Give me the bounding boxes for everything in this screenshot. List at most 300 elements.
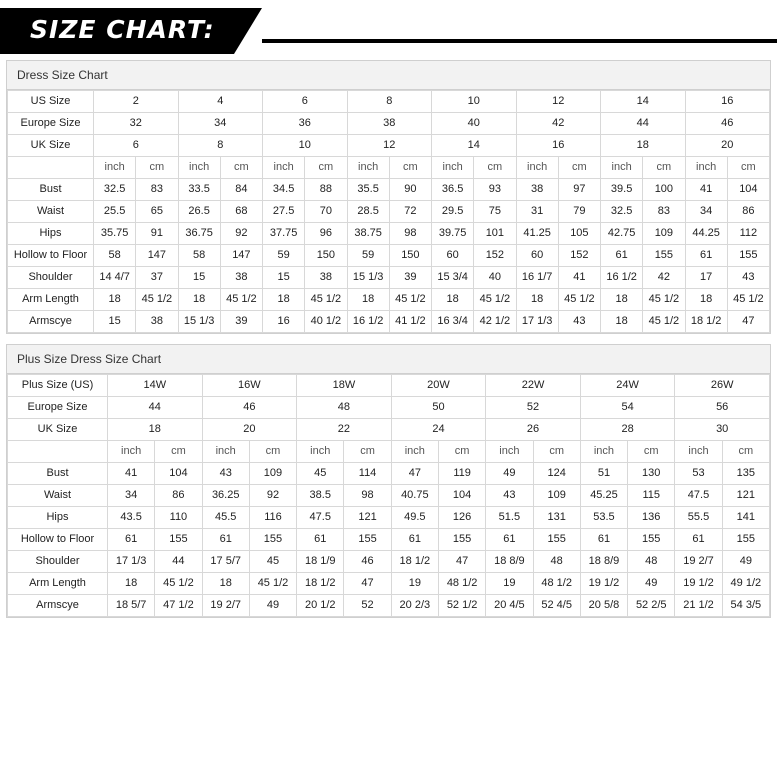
dress-unit-cell: cm	[727, 157, 769, 179]
plus-measurement-cell: 54 3/5	[722, 595, 769, 617]
plus-europe-size-cell: 52	[486, 397, 581, 419]
dress-measurement-cell: 42	[643, 267, 685, 289]
dress-measurement-cell: 100	[643, 179, 685, 201]
plus-measurement-cell: 155	[155, 529, 202, 551]
dress-measurement-cell: 34	[685, 201, 727, 223]
dress-measurement-cell: 18	[432, 289, 474, 311]
plus-measurement-cell: 44	[155, 551, 202, 573]
plus-measurement-cell: 41	[108, 463, 155, 485]
dress-unit-cell: cm	[305, 157, 347, 179]
plus-measurement-cell: 19 2/7	[202, 595, 249, 617]
plus-size-table	[7, 374, 770, 617]
dress-measurement-cell: 59	[263, 245, 305, 267]
plus-measurement-cell: 45 1/2	[155, 573, 202, 595]
plus-measurement-row	[8, 573, 770, 595]
dress-us-size-cell: 6	[263, 91, 348, 113]
plus-measurement-cell: 18 8/9	[486, 551, 533, 573]
dress-measurement-label: Arm Length	[8, 289, 94, 311]
dress-measurement-cell: 16 3/4	[432, 311, 474, 333]
dress-uk-size-label: UK Size	[8, 135, 94, 157]
dress-unit-cell: inch	[263, 157, 305, 179]
dress-measurement-cell: 43	[727, 267, 769, 289]
dress-europe-size-row	[8, 113, 770, 135]
dress-size-chart-block	[6, 60, 771, 334]
plus-measurement-cell: 18	[108, 573, 155, 595]
dress-measurement-cell: 18	[263, 289, 305, 311]
plus-measurement-cell: 21 1/2	[675, 595, 722, 617]
dress-europe-size-cell: 44	[601, 113, 686, 135]
dress-measurement-cell: 101	[474, 223, 516, 245]
plus-measurement-cell: 40.75	[391, 485, 438, 507]
dress-measurement-cell: 147	[220, 245, 262, 267]
plus-unit-row-spacer	[8, 441, 108, 463]
dress-measurement-cell: 35.5	[347, 179, 389, 201]
plus-measurement-cell: 17 5/7	[202, 551, 249, 573]
dress-measurement-cell: 45 1/2	[389, 289, 431, 311]
plus-measurement-cell: 17 1/3	[108, 551, 155, 573]
plus-measurement-cell: 19 1/2	[580, 573, 627, 595]
dress-us-size-cell: 8	[347, 91, 432, 113]
dress-uk-size-cell: 10	[263, 135, 348, 157]
dress-measurement-cell: 45 1/2	[305, 289, 347, 311]
plus-measurement-row	[8, 463, 770, 485]
plus-measurement-cell: 48	[628, 551, 675, 573]
plus-measurement-cell: 109	[533, 485, 580, 507]
plus-unit-cell: inch	[675, 441, 722, 463]
plus-measurement-cell: 52 2/5	[628, 595, 675, 617]
dress-measurement-cell: 109	[643, 223, 685, 245]
plus-europe-size-cell: 46	[202, 397, 297, 419]
dress-measurement-label: Bust	[8, 179, 94, 201]
plus-measurement-cell: 49	[486, 463, 533, 485]
plus-measurement-label: Shoulder	[8, 551, 108, 573]
plus-measurement-cell: 55.5	[675, 507, 722, 529]
dress-measurement-cell: 105	[558, 223, 600, 245]
dress-unit-cell: inch	[178, 157, 220, 179]
dress-measurement-cell: 41.25	[516, 223, 558, 245]
plus-unit-cell: cm	[344, 441, 391, 463]
dress-measurement-cell: 61	[601, 245, 643, 267]
plus-uk-size-cell: 30	[675, 419, 770, 441]
plus-us-size-cell: 26W	[675, 375, 770, 397]
dress-europe-size-cell: 36	[263, 113, 348, 135]
plus-measurement-cell: 115	[628, 485, 675, 507]
plus-measurement-cell: 47.5	[675, 485, 722, 507]
dress-us-size-cell: 16	[685, 91, 770, 113]
dress-measurement-cell: 97	[558, 179, 600, 201]
plus-measurement-label: Bust	[8, 463, 108, 485]
plus-measurement-cell: 51	[580, 463, 627, 485]
plus-measurement-cell: 135	[722, 463, 769, 485]
banner-underline	[262, 39, 777, 43]
plus-measurement-row	[8, 529, 770, 551]
dress-us-size-cell: 12	[516, 91, 601, 113]
plus-us-size-label: Plus Size (US)	[8, 375, 108, 397]
dress-uk-size-cell: 12	[347, 135, 432, 157]
dress-measurement-cell: 15	[263, 267, 305, 289]
plus-measurement-cell: 61	[202, 529, 249, 551]
dress-measurement-label: Hollow to Floor	[8, 245, 94, 267]
dress-measurement-cell: 84	[220, 179, 262, 201]
plus-us-size-cell: 16W	[202, 375, 297, 397]
dress-measurement-cell: 38	[516, 179, 558, 201]
plus-measurement-row	[8, 485, 770, 507]
plus-measurement-cell: 110	[155, 507, 202, 529]
dress-measurement-row	[8, 245, 770, 267]
dress-unit-row	[8, 157, 770, 179]
plus-uk-size-cell: 18	[108, 419, 203, 441]
dress-size-chart-caption: Dress Size Chart	[7, 61, 770, 90]
dress-measurement-cell: 61	[685, 245, 727, 267]
plus-measurement-cell: 20 1/2	[297, 595, 344, 617]
plus-measurement-cell: 34	[108, 485, 155, 507]
plus-measurement-cell: 86	[155, 485, 202, 507]
dress-measurement-cell: 38	[305, 267, 347, 289]
plus-measurement-cell: 121	[722, 485, 769, 507]
dress-measurement-cell: 37	[136, 267, 178, 289]
dress-measurement-cell: 147	[136, 245, 178, 267]
dress-unit-cell: inch	[347, 157, 389, 179]
plus-unit-cell: inch	[202, 441, 249, 463]
dress-measurement-cell: 70	[305, 201, 347, 223]
plus-measurement-label: Hips	[8, 507, 108, 529]
plus-measurement-cell: 19	[391, 573, 438, 595]
plus-measurement-cell: 47	[391, 463, 438, 485]
plus-measurement-cell: 53	[675, 463, 722, 485]
plus-uk-size-cell: 24	[391, 419, 486, 441]
dress-measurement-cell: 37.75	[263, 223, 305, 245]
plus-measurement-cell: 19	[486, 573, 533, 595]
dress-measurement-cell: 31	[516, 201, 558, 223]
dress-measurement-cell: 45 1/2	[643, 311, 685, 333]
plus-measurement-label: Armscye	[8, 595, 108, 617]
plus-measurement-cell: 18 5/7	[108, 595, 155, 617]
dress-unit-cell: cm	[136, 157, 178, 179]
dress-measurement-cell: 18 1/2	[685, 311, 727, 333]
plus-size-chart-block	[6, 344, 771, 618]
page-title: SIZE CHART:	[30, 15, 215, 44]
plus-unit-cell: inch	[486, 441, 533, 463]
plus-unit-cell: cm	[438, 441, 485, 463]
plus-measurement-cell: 124	[533, 463, 580, 485]
dress-measurement-row	[8, 223, 770, 245]
dress-measurement-cell: 152	[558, 245, 600, 267]
dress-measurement-cell: 40	[474, 267, 516, 289]
plus-measurement-cell: 114	[344, 463, 391, 485]
plus-measurement-cell: 20 5/8	[580, 595, 627, 617]
plus-measurement-cell: 155	[628, 529, 675, 551]
dress-uk-size-cell: 14	[432, 135, 517, 157]
dress-measurement-cell: 92	[220, 223, 262, 245]
plus-measurement-cell: 155	[438, 529, 485, 551]
dress-measurement-cell: 41 1/2	[389, 311, 431, 333]
plus-measurement-cell: 104	[438, 485, 485, 507]
plus-unit-cell: cm	[722, 441, 769, 463]
dress-measurement-cell: 155	[727, 245, 769, 267]
plus-unit-cell: inch	[580, 441, 627, 463]
plus-europe-size-cell: 54	[580, 397, 675, 419]
plus-measurement-cell: 43	[486, 485, 533, 507]
plus-measurement-cell: 45	[297, 463, 344, 485]
plus-measurement-cell: 19 2/7	[675, 551, 722, 573]
plus-measurement-cell: 19 1/2	[675, 573, 722, 595]
plus-measurement-cell: 49	[722, 551, 769, 573]
dress-measurement-cell: 65	[136, 201, 178, 223]
plus-uk-size-row	[8, 419, 770, 441]
plus-uk-size-label: UK Size	[8, 419, 108, 441]
plus-measurement-cell: 155	[344, 529, 391, 551]
plus-measurement-cell: 92	[249, 485, 296, 507]
plus-measurement-cell: 47 1/2	[155, 595, 202, 617]
dress-measurement-cell: 25.5	[94, 201, 136, 223]
dress-unit-cell: cm	[558, 157, 600, 179]
dress-measurement-cell: 45 1/2	[643, 289, 685, 311]
dress-measurement-cell: 40 1/2	[305, 311, 347, 333]
dress-measurement-cell: 16	[263, 311, 305, 333]
dress-measurement-cell: 18	[516, 289, 558, 311]
dress-measurement-cell: 47	[727, 311, 769, 333]
dress-unit-row-spacer	[8, 157, 94, 179]
plus-measurement-cell: 18 8/9	[580, 551, 627, 573]
plus-measurement-cell: 49	[628, 573, 675, 595]
dress-unit-cell: cm	[389, 157, 431, 179]
dress-unit-cell: inch	[432, 157, 474, 179]
dress-measurement-cell: 86	[727, 201, 769, 223]
dress-measurement-cell: 18	[685, 289, 727, 311]
plus-measurement-cell: 51.5	[486, 507, 533, 529]
dress-measurement-cell: 33.5	[178, 179, 220, 201]
plus-measurement-cell: 48 1/2	[533, 573, 580, 595]
dress-measurement-cell: 42 1/2	[474, 311, 516, 333]
dress-measurement-cell: 15	[178, 267, 220, 289]
dress-measurement-cell: 150	[389, 245, 431, 267]
dress-uk-size-cell: 18	[601, 135, 686, 157]
plus-measurement-label: Waist	[8, 485, 108, 507]
plus-uk-size-cell: 26	[486, 419, 581, 441]
dress-measurement-cell: 72	[389, 201, 431, 223]
dress-measurement-cell: 36.75	[178, 223, 220, 245]
dress-measurement-row	[8, 201, 770, 223]
plus-measurement-cell: 121	[344, 507, 391, 529]
dress-measurement-cell: 16 1/7	[516, 267, 558, 289]
dress-europe-size-cell: 32	[94, 113, 179, 135]
plus-measurement-cell: 109	[249, 463, 296, 485]
plus-measurement-cell: 36.25	[202, 485, 249, 507]
dress-measurement-cell: 75	[474, 201, 516, 223]
dress-measurement-cell: 36.5	[432, 179, 474, 201]
plus-unit-row	[8, 441, 770, 463]
dress-measurement-cell: 14 4/7	[94, 267, 136, 289]
dress-measurement-cell: 15 1/3	[347, 267, 389, 289]
dress-measurement-cell: 18	[601, 311, 643, 333]
plus-europe-size-cell: 48	[297, 397, 392, 419]
plus-unit-cell: cm	[155, 441, 202, 463]
plus-measurement-cell: 49 1/2	[722, 573, 769, 595]
plus-uk-size-cell: 20	[202, 419, 297, 441]
plus-measurement-cell: 47.5	[297, 507, 344, 529]
dress-measurement-cell: 34.5	[263, 179, 305, 201]
dress-measurement-cell: 112	[727, 223, 769, 245]
plus-measurement-cell: 136	[628, 507, 675, 529]
dress-measurement-cell: 18	[601, 289, 643, 311]
dress-europe-size-cell: 42	[516, 113, 601, 135]
plus-measurement-row	[8, 507, 770, 529]
plus-measurement-cell: 48	[533, 551, 580, 573]
dress-us-size-cell: 10	[432, 91, 517, 113]
dress-unit-cell: inch	[601, 157, 643, 179]
plus-measurement-row	[8, 595, 770, 617]
plus-europe-size-row	[8, 397, 770, 419]
plus-us-size-cell: 18W	[297, 375, 392, 397]
plus-measurement-cell: 45.5	[202, 507, 249, 529]
dress-measurement-cell: 152	[474, 245, 516, 267]
dress-measurement-cell: 35.75	[94, 223, 136, 245]
dress-unit-cell: cm	[474, 157, 516, 179]
plus-measurement-cell: 61	[580, 529, 627, 551]
dress-measurement-cell: 18	[347, 289, 389, 311]
dress-measurement-cell: 15 3/4	[432, 267, 474, 289]
dress-europe-size-label: Europe Size	[8, 113, 94, 135]
plus-measurement-row	[8, 551, 770, 573]
plus-uk-size-cell: 28	[580, 419, 675, 441]
plus-measurement-cell: 52 1/2	[438, 595, 485, 617]
plus-measurement-cell: 155	[533, 529, 580, 551]
dress-us-size-cell: 2	[94, 91, 179, 113]
dress-measurement-cell: 17 1/3	[516, 311, 558, 333]
plus-measurement-cell: 61	[486, 529, 533, 551]
plus-us-size-cell: 24W	[580, 375, 675, 397]
plus-measurement-label: Hollow to Floor	[8, 529, 108, 551]
plus-measurement-cell: 18 1/2	[297, 573, 344, 595]
dress-measurement-cell: 45 1/2	[558, 289, 600, 311]
plus-measurement-cell: 116	[249, 507, 296, 529]
dress-uk-size-row	[8, 135, 770, 157]
dress-measurement-cell: 39	[389, 267, 431, 289]
plus-us-size-row	[8, 375, 770, 397]
dress-measurement-cell: 39	[220, 311, 262, 333]
dress-europe-size-cell: 40	[432, 113, 517, 135]
plus-measurement-label: Arm Length	[8, 573, 108, 595]
header-banner	[0, 8, 777, 54]
dress-measurement-cell: 79	[558, 201, 600, 223]
plus-measurement-cell: 47	[438, 551, 485, 573]
plus-unit-cell: inch	[108, 441, 155, 463]
plus-measurement-cell: 45	[249, 551, 296, 573]
plus-measurement-cell: 18	[202, 573, 249, 595]
plus-measurement-cell: 53.5	[580, 507, 627, 529]
plus-measurement-cell: 38.5	[297, 485, 344, 507]
dress-unit-cell: inch	[94, 157, 136, 179]
dress-measurement-cell: 15 1/3	[178, 311, 220, 333]
plus-us-size-cell: 22W	[486, 375, 581, 397]
dress-measurement-cell: 58	[94, 245, 136, 267]
dress-measurement-label: Shoulder	[8, 267, 94, 289]
plus-measurement-cell: 52	[344, 595, 391, 617]
dress-measurement-cell: 38	[136, 311, 178, 333]
dress-measurement-cell: 98	[389, 223, 431, 245]
dress-measurement-cell: 28.5	[347, 201, 389, 223]
plus-uk-size-cell: 22	[297, 419, 392, 441]
dress-measurement-cell: 45 1/2	[136, 289, 178, 311]
dress-measurement-label: Armscye	[8, 311, 94, 333]
plus-europe-size-cell: 44	[108, 397, 203, 419]
dress-measurement-row	[8, 289, 770, 311]
dress-measurement-cell: 27.5	[263, 201, 305, 223]
plus-unit-cell: cm	[249, 441, 296, 463]
dress-measurement-cell: 16 1/2	[347, 311, 389, 333]
dress-measurement-cell: 39.75	[432, 223, 474, 245]
dress-unit-cell: inch	[685, 157, 727, 179]
dress-measurement-row	[8, 311, 770, 333]
plus-measurement-cell: 130	[628, 463, 675, 485]
plus-measurement-cell: 98	[344, 485, 391, 507]
dress-measurement-cell: 45 1/2	[474, 289, 516, 311]
plus-measurement-cell: 61	[297, 529, 344, 551]
plus-unit-cell: inch	[297, 441, 344, 463]
dress-size-table	[7, 90, 770, 333]
dress-measurement-cell: 15	[94, 311, 136, 333]
dress-unit-cell: cm	[643, 157, 685, 179]
dress-measurement-cell: 68	[220, 201, 262, 223]
dress-measurement-cell: 155	[643, 245, 685, 267]
dress-measurement-cell: 26.5	[178, 201, 220, 223]
plus-measurement-cell: 52 4/5	[533, 595, 580, 617]
plus-measurement-cell: 18 1/9	[297, 551, 344, 573]
plus-us-size-cell: 20W	[391, 375, 486, 397]
plus-europe-size-cell: 50	[391, 397, 486, 419]
dress-measurement-cell: 39.5	[601, 179, 643, 201]
dress-measurement-cell: 96	[305, 223, 347, 245]
dress-measurement-cell: 18	[94, 289, 136, 311]
dress-us-size-cell: 14	[601, 91, 686, 113]
plus-measurement-cell: 49	[249, 595, 296, 617]
dress-uk-size-cell: 16	[516, 135, 601, 157]
dress-measurement-cell: 150	[305, 245, 347, 267]
dress-europe-size-cell: 46	[685, 113, 770, 135]
plus-measurement-cell: 43	[202, 463, 249, 485]
plus-measurement-cell: 155	[249, 529, 296, 551]
plus-measurement-cell: 45 1/2	[249, 573, 296, 595]
dress-measurement-cell: 17	[685, 267, 727, 289]
plus-measurement-cell: 61	[675, 529, 722, 551]
dress-measurement-cell: 83	[136, 179, 178, 201]
dress-uk-size-cell: 8	[178, 135, 263, 157]
plus-measurement-cell: 46	[344, 551, 391, 573]
dress-measurement-cell: 29.5	[432, 201, 474, 223]
plus-europe-size-label: Europe Size	[8, 397, 108, 419]
dress-measurement-cell: 32.5	[94, 179, 136, 201]
dress-measurement-cell: 104	[727, 179, 769, 201]
plus-measurement-cell: 61	[391, 529, 438, 551]
dress-us-size-cell: 4	[178, 91, 263, 113]
plus-unit-cell: inch	[391, 441, 438, 463]
plus-unit-cell: cm	[533, 441, 580, 463]
dress-measurement-cell: 32.5	[601, 201, 643, 223]
plus-measurement-cell: 126	[438, 507, 485, 529]
plus-measurement-cell: 141	[722, 507, 769, 529]
dress-measurement-cell: 93	[474, 179, 516, 201]
dress-measurement-row	[8, 179, 770, 201]
dress-measurement-cell: 90	[389, 179, 431, 201]
plus-measurement-cell: 43.5	[108, 507, 155, 529]
dress-measurement-cell: 16 1/2	[601, 267, 643, 289]
plus-measurement-cell: 155	[722, 529, 769, 551]
plus-measurement-cell: 48 1/2	[438, 573, 485, 595]
plus-measurement-cell: 119	[438, 463, 485, 485]
plus-measurement-cell: 45.25	[580, 485, 627, 507]
dress-measurement-cell: 38	[220, 267, 262, 289]
plus-measurement-cell: 20 4/5	[486, 595, 533, 617]
